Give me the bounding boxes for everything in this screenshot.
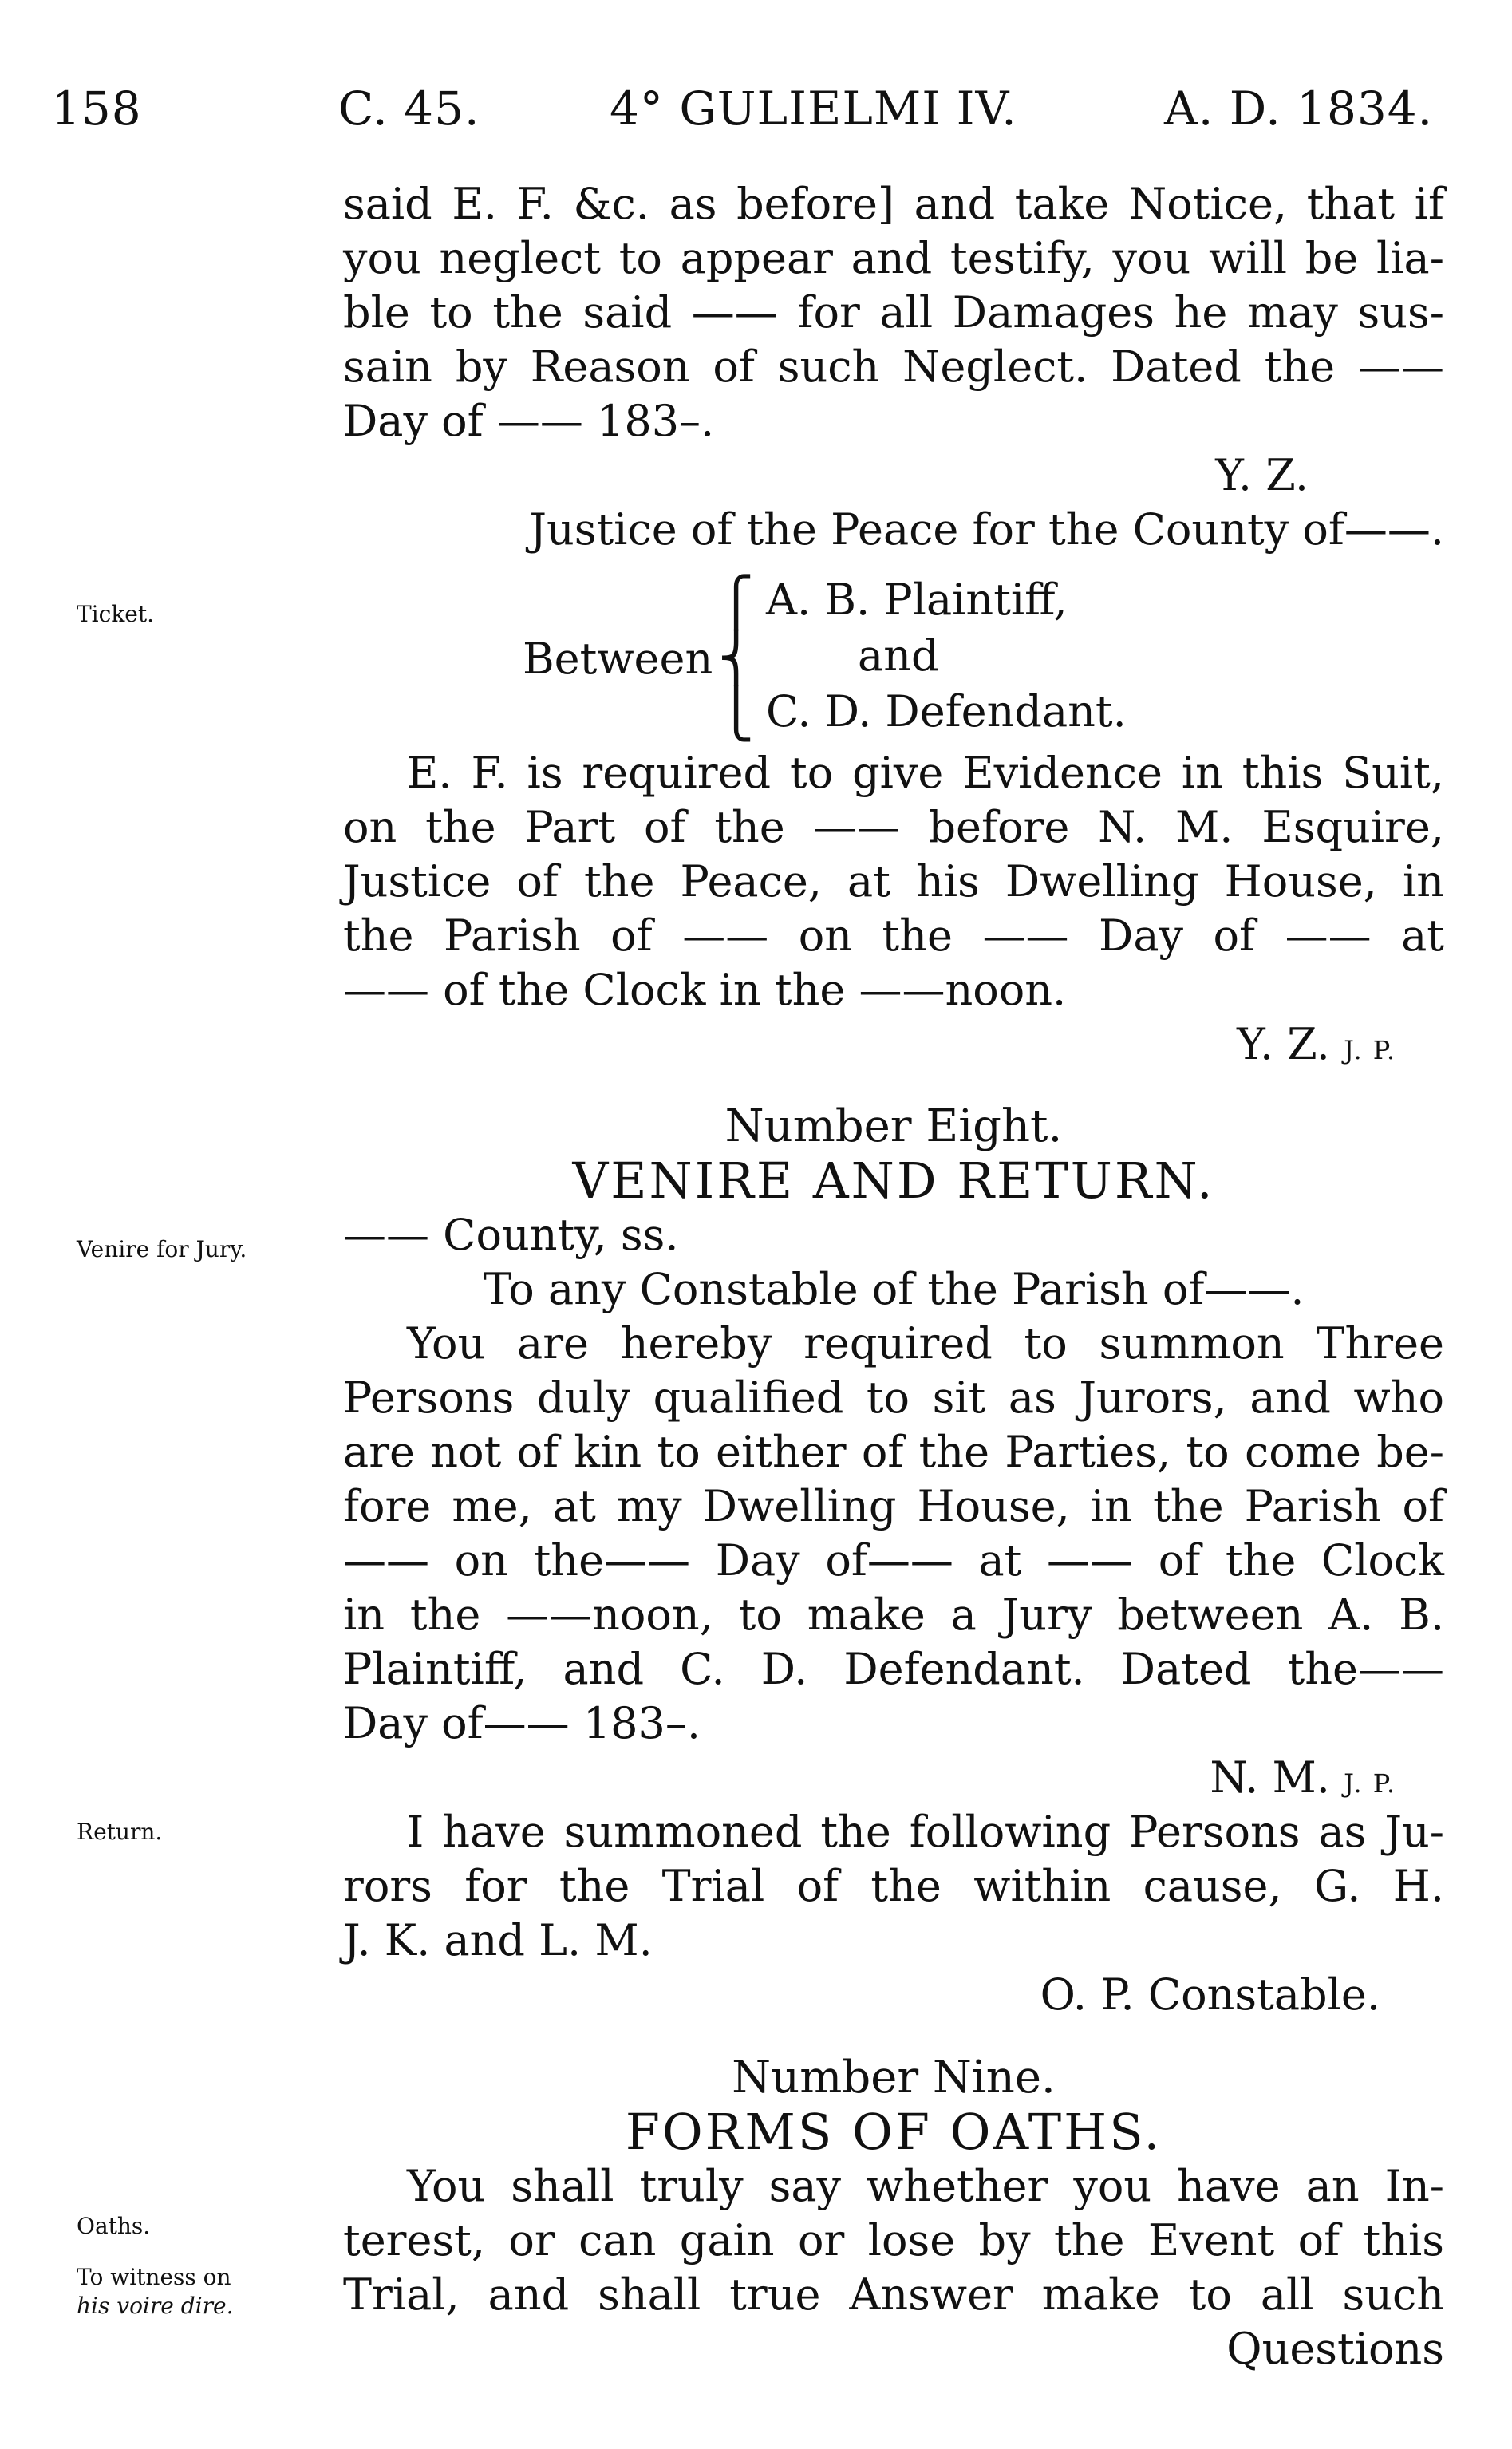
text-line: on the Part of the —— before N. M. Esquire, [343, 802, 1444, 852]
chapter-number: C. 45. [338, 81, 480, 136]
text-line: You shall truly say whether you have an In- [407, 2161, 1444, 2211]
signature-suffix: J. P. [1344, 1768, 1396, 1799]
oaths-section [343, 2051, 1444, 2376]
text-line: rors for the Trial of the within cause, G. H. [343, 1861, 1444, 1911]
margin-note-oaths: Oaths. [77, 2213, 151, 2239]
text-line: sain by Reason of such Neglect. Dated the —— [343, 342, 1444, 392]
between-label: Between [523, 634, 713, 684]
margin-note-witness-1: To witness on [77, 2264, 231, 2290]
text-line: in the ——noon, to make a Jury between A. B. [343, 1590, 1444, 1640]
running-header [51, 81, 1439, 145]
text-line: I have summoned the following Persons as Ju- [407, 1807, 1444, 1857]
text-line: —— of the Clock in the ——noon. [343, 965, 1067, 1015]
address-line: To any Constable of the Parish of——. [483, 1264, 1305, 1314]
venire-section [343, 1100, 1444, 1805]
signature-name: Y. Z. [1237, 1019, 1330, 1069]
venire-signature [343, 1751, 1444, 1805]
signature-name: N. M. [1210, 1752, 1330, 1803]
text-line: you neglect to appear and testify, you will be lia- [343, 233, 1444, 283]
text-line: J. K. and L. M. [343, 1915, 653, 1965]
text-line: —— on the—— Day of—— at —— of the Clock [343, 1535, 1444, 1586]
margin-note-witness-2: his voire dire. [77, 2293, 234, 2319]
return-signature: O. P. Constable. [1040, 1969, 1380, 2020]
text-line: You are hereby required to summon Three [407, 1318, 1444, 1369]
text-line: Trial, and shall true Answer make to all such [343, 2269, 1444, 2320]
margin-note-ticket: Ticket. [77, 601, 155, 627]
section-number: Number Eight. [724, 1100, 1063, 1152]
text-line: E. F. is required to give Evidence in this Suit, [407, 748, 1444, 798]
margin-note-return: Return. [77, 1819, 163, 1845]
ticket-signature [343, 1017, 1444, 1072]
plaintiff-label: A. B. Plaintiff, [766, 575, 1068, 625]
ticket-section [343, 746, 1444, 1072]
text-line: fore me, at my Dwelling House, in the Parish of [343, 1481, 1444, 1531]
catchword: Questions [1226, 2324, 1444, 2374]
summons-office: Justice of the Peace for the County of——. [529, 504, 1444, 555]
reign-title: 4° GULIELMI IV. [610, 81, 1017, 136]
text-line: the Parish of —— on the —— Day of —— at [343, 910, 1444, 961]
parties-block [523, 575, 1241, 742]
margin-note-venire: Venire for Jury. [77, 1236, 247, 1262]
text-line: Day of —— 183–. [343, 396, 715, 446]
section-title: VENIRE AND RETURN. [572, 1151, 1215, 1210]
and-label: and [858, 630, 939, 681]
signature-suffix: J. P. [1344, 1035, 1396, 1065]
section-number: Number Nine. [732, 2052, 1056, 2103]
text-line: Plaintiff, and C. D. Defendant. Dated the—— [343, 1644, 1444, 1694]
return-section [343, 1805, 1444, 2022]
brace-icon: ⎧ ⎨ ⎩ [718, 575, 754, 742]
defendant-label: C. D. Defendant. [766, 686, 1127, 737]
text-line: Persons duly qualified to sit as Jurors, and who [343, 1373, 1444, 1423]
text-line: said E. F. &c. as before] and take Notice, that if [343, 179, 1444, 229]
text-line: ble to the said —— for all Damages he may sus- [343, 287, 1444, 338]
text-line: terest, or can gain or lose by the Event of this [343, 2215, 1444, 2265]
text-line: are not of kin to either of the Parties, to come be- [343, 1427, 1444, 1477]
page-number: 158 [51, 81, 142, 136]
text-line: Justice of the Peace, at his Dwelling House, in [343, 856, 1444, 907]
year: A. D. 1834. [1164, 81, 1434, 136]
section-title: FORMS OF OATHS. [625, 2103, 1163, 2161]
county-line: —— County, ss. [343, 1210, 679, 1260]
summons-signature: Y. Z. [1215, 450, 1309, 500]
text-line: Day of—— 183–. [343, 1698, 701, 1748]
summons-section [343, 177, 1444, 557]
